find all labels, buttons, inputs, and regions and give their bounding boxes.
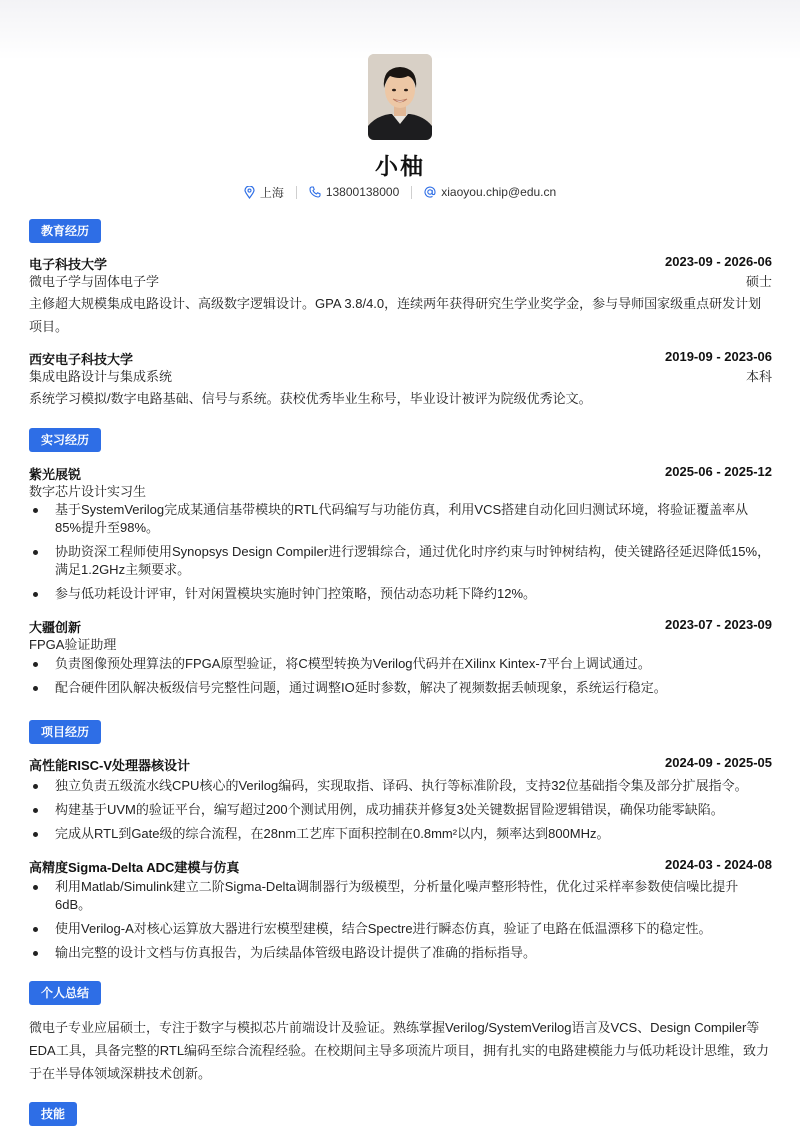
candidate-name: 小柚	[375, 153, 425, 179]
date-range: 2025-06 - 2025-12	[665, 464, 772, 479]
phone-text[interactable]: 13800138000	[325, 185, 400, 199]
role: FPGA验证助理	[29, 637, 117, 652]
list-item: 参与低功耗设计评审，针对闲置模块实施时钟门控策略，预估动态功耗下降约12%。	[29, 585, 772, 603]
summary-text: 微电子专业应届硕士，专注于数字与模拟芯片前端设计及验证。熟练掌握Verilog/SystemVerilog语言及VCS、Design Compiler等EDA工具，具备完整的RTL编码至综合流程经验。在校期间主导多项流片项目，拥有扎实的电路建模能力与低功耗设计思维，致力于在半导体领域深耕技术创新。	[29, 1020, 770, 1081]
date-range: 2024-03 - 2024-08	[665, 857, 772, 872]
email-icon	[424, 186, 436, 198]
list-item: 独立负责五级流水线CPU核心的Verilog编码，实现取指、译码、执行等标准阶段，支持32位基础指令集及部分扩展指令。	[29, 777, 772, 795]
email-text[interactable]: xiaoyou.chip@edu.cn	[441, 185, 557, 199]
company-name: 大疆创新	[29, 620, 82, 635]
contact-location	[244, 184, 284, 201]
contact-email	[424, 185, 556, 199]
section-title-internship: 实习经历	[29, 428, 101, 452]
section-title-summary: 个人总结	[29, 981, 101, 1005]
degree: 硕士	[745, 274, 772, 289]
school-name: 西安电子科技大学	[29, 352, 134, 367]
education-detail	[29, 271, 772, 290]
major: 集成电路设计与集成系统	[29, 369, 173, 384]
section-title-skills: 技能	[29, 1102, 77, 1126]
bullet-list	[29, 655, 772, 697]
list-item: 基于SystemVerilog完成某通信基带模块的RTL代码编写与功能仿真，利用VCS搭建自动化回归测试环境，将验证覆盖率从85%提升至98%。	[29, 501, 772, 537]
project-item	[29, 755, 772, 774]
location-icon	[244, 186, 255, 199]
company-name: 紫光展锐	[29, 467, 82, 482]
project-name: 高性能RISC-V处理器核设计	[29, 758, 191, 773]
education-detail	[29, 366, 772, 385]
project-item	[29, 857, 772, 876]
internship-role	[29, 634, 772, 653]
date-range: 2023-09 - 2026-06	[665, 254, 772, 269]
date-range: 2019-09 - 2023-06	[665, 349, 772, 364]
list-item: 利用Matlab/Simulink建立二阶Sigma-Delta调制器行为级模型，分析量化噪声整形特性，优化过采样率参数使信噪比提升6dB。	[29, 878, 772, 914]
education-description: 主修超大规模集成电路设计、高级数字逻辑设计。GPA 3.8/4.0，连续两年获得研究生学业奖学金，参与导师国家级重点研发计划项目。	[29, 296, 762, 334]
contact-phone	[309, 185, 399, 199]
section-title-projects: 项目经历	[29, 720, 101, 744]
list-item: 构建基于UVM的验证平台，编写超过200个测试用例，成功捕获并修复3处关键数据冒险逻辑错误，确保功能零缺陷。	[29, 801, 772, 819]
list-item: 输出完整的设计文档与仿真报告，为后续晶体管级电路设计提供了准确的指标指导。	[29, 944, 772, 962]
bullet-list	[29, 501, 772, 603]
list-item: 配合硬件团队解决板级信号完整性问题，通过调整IO延时参数，解决了视频数据丢帧现象，系统运行稳定。	[29, 679, 772, 697]
date-range: 2024-09 - 2025-05	[665, 755, 772, 770]
internship-role	[29, 481, 772, 500]
profile-photo	[368, 54, 432, 140]
bullet-list	[29, 878, 772, 962]
major: 微电子学与固体电子学	[29, 274, 160, 289]
section-title-education: 教育经历	[29, 219, 101, 243]
list-item: 完成从RTL到Gate级的综合流程，在28nm工艺库下面积控制在0.8mm²以内，频率达到800MHz。	[29, 825, 772, 843]
role: 数字芯片设计实习生	[29, 484, 147, 499]
degree: 本科	[745, 369, 772, 384]
divider	[296, 186, 297, 199]
phone-icon	[309, 186, 321, 198]
project-name: 高精度Sigma-Delta ADC建模与仿真	[29, 860, 240, 875]
education-description: 系统学习模拟/数字电路基础、信号与系统。获校优秀毕业生称号，毕业设计被评为院级优秀论文。	[29, 391, 592, 406]
list-item: 协助资深工程师使用Synopsys Design Compiler进行逻辑综合，通过优化时序约束与时钟树结构，使关键路径延迟降低15%，满足1.2GHz主频要求。	[29, 543, 772, 579]
bullet-list	[29, 777, 772, 843]
contact-bar	[0, 183, 800, 201]
list-item: 使用Verilog-A对核心运算放大器进行宏模型建模，结合Spectre进行瞬态仿真，验证了电路在低温漂移下的稳定性。	[29, 920, 772, 938]
school-name: 电子科技大学	[29, 257, 108, 272]
date-range: 2023-07 - 2023-09	[665, 617, 772, 632]
list-item: 负责图像预处理算法的FPGA原型验证，将C模型转换为Verilog代码并在Xilinx Kintex-7平台上调试通过。	[29, 655, 772, 673]
location-text: 上海	[259, 185, 284, 200]
divider	[411, 186, 412, 199]
